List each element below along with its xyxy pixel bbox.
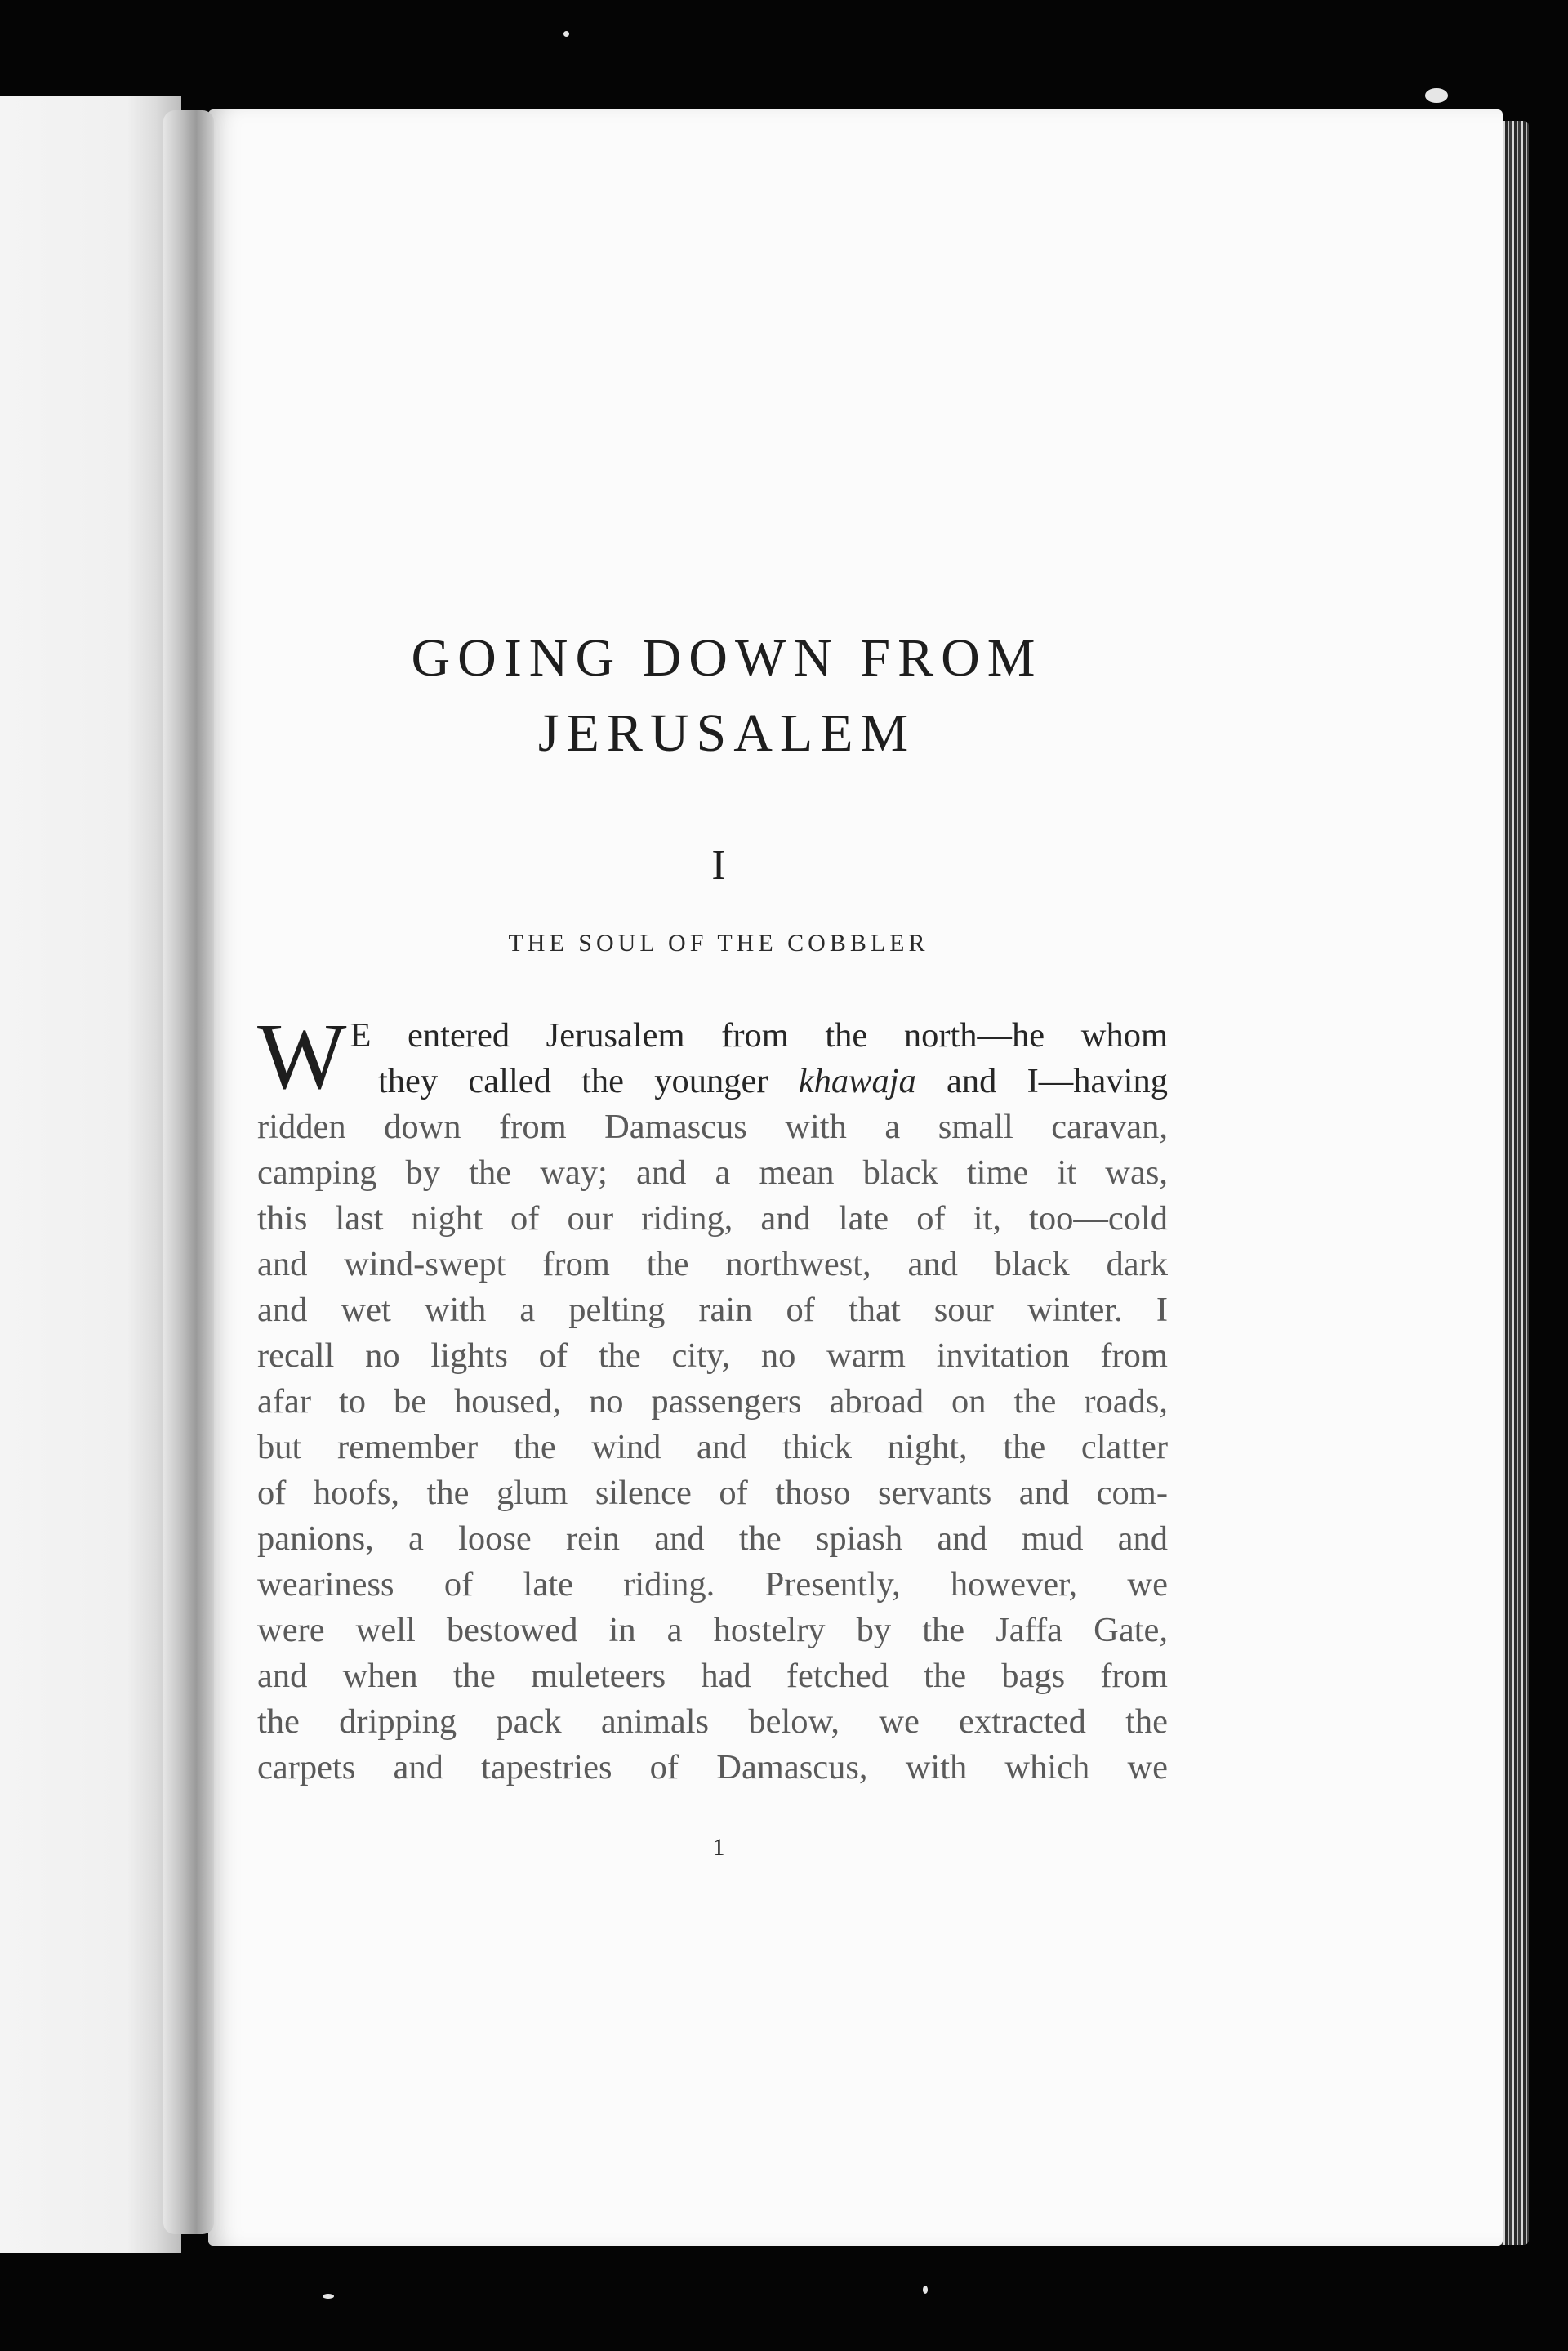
text-line: they called the younger khawaja and I—having [378, 1062, 1168, 1100]
chapter-numeral: I [711, 842, 726, 889]
drop-cap: W [257, 1005, 347, 1109]
left-page [0, 96, 181, 2253]
chapter-title-line-2: JERUSALEM [537, 703, 916, 763]
text-line: camping by the way; and a mean black time it was, [257, 1153, 1168, 1192]
text-line: ridden down from Damascus with a small caravan, [257, 1108, 1168, 1146]
text-line: weariness of late riding. Presently, however, we [257, 1565, 1168, 1604]
book-spine-gutter [163, 110, 214, 2234]
scan-speck [564, 31, 569, 37]
chapter-title [310, 621, 1143, 771]
text-line: carpets and tapestries of Damascus, with which we [257, 1748, 1168, 1787]
text-line: of hoofs, the glum silence of thoso servants and com- [257, 1474, 1168, 1512]
text-line: recall no lights of the city, no warm invitation from [257, 1336, 1168, 1375]
body-paragraph [257, 1005, 1168, 1791]
text-line: panions, a loose rein and the spiash and mud and [257, 1519, 1168, 1558]
chapter-title-line-1: GOING DOWN FROM [411, 628, 1043, 688]
section-title: THE SOUL OF THE COBBLER [508, 930, 929, 957]
scan-speck [323, 2294, 334, 2299]
italic-word: khawaja [798, 1062, 916, 1100]
text-line: E entered Jerusalem from the north—he whom [350, 1016, 1168, 1055]
scan-speck [923, 2286, 928, 2294]
page-number: 1 [712, 1834, 725, 1861]
text-line: were well bestowed in a hostelry by the Jaffa Gate, [257, 1611, 1168, 1649]
text-line: and wet with a pelting rain of that sour winter. I [257, 1291, 1168, 1329]
text-line: this last night of our riding, and late of it, too—cold [257, 1199, 1168, 1238]
text-line: afar to be housed, no passengers abroad on the roads, [257, 1382, 1168, 1421]
scan-speck [1425, 88, 1448, 103]
text-line: but remember the wind and thick night, the clatter [257, 1428, 1168, 1466]
text-line: and wind-swept from the northwest, and black dark [257, 1245, 1168, 1283]
text-line: the dripping pack animals below, we extracted the [257, 1702, 1168, 1741]
text-line: and when the muleteers had fetched the bags from [257, 1657, 1168, 1695]
